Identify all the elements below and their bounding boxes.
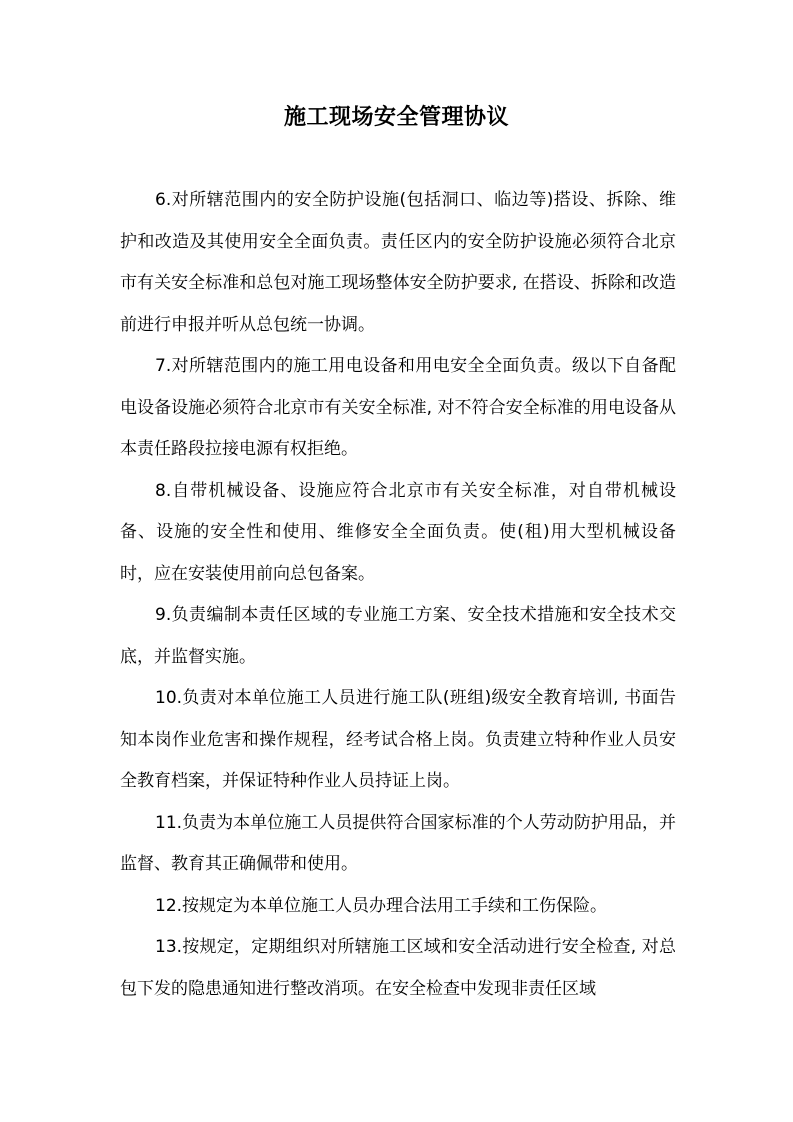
document-body — [120, 180, 676, 1010]
paragraph-item-8: 8.自带机械设备、设施应符合北京市有关安全标准，对自带机械设备、设施的安全性和使用、维修安全全面负责。使(租)用大型机械设备时，应在安装使用前向总包备案。 — [120, 480, 676, 584]
paragraph-item-11: 11.负责为本单位施工人员提供符合国家标准的个人劳动防护用品，并监督、教育其正确佩带和使用。 — [120, 812, 676, 874]
paragraph-item-6: 6.对所辖范围内的安全防护设施(包括洞口、临边等)搭设、拆除、维护和改造及其使用安全全面负责。责任区内的安全防护设施必须符合北京市有关安全标准和总包对施工现场整体安全防护要求, 在搭设、拆除和改造前进行申报并听从总包统一协调。 — [120, 190, 676, 335]
document-title: 施工现场安全管理协议 — [283, 105, 509, 130]
paragraph-item-12: 12.按规定为本单位施工人员办理合法用工手续和工伤保险。 — [155, 895, 608, 916]
paragraph-item-10: 10.负责对本单位施工人员进行施工队(班组)级安全教育培训, 书面告知本岗作业危害和操作规程，经考试合格上岗。负责建立特种作业人员安全教育档案，并保证特种作业人员持证上岗。 — [120, 688, 676, 791]
paragraph-item-7: 7.对所辖范围内的施工用电设备和用电安全全面负责。级以下自备配电设备设施必须符合北京市有关安全标准, 对不符合安全标准的用电设备从本责任路段拉接电源有权拒绝。 — [120, 356, 676, 459]
paragraph-item-13: 13.按规定，定期组织对所辖施工区域和安全活动进行安全检查, 对总包下发的隐患通知进行整改消项。在安全检查中发现非责任区域 — [120, 937, 676, 999]
paragraph-item-9: 9.负责编制本责任区域的专业施工方案、安全技术措施和安全技术交底，并监督实施。 — [120, 605, 676, 667]
